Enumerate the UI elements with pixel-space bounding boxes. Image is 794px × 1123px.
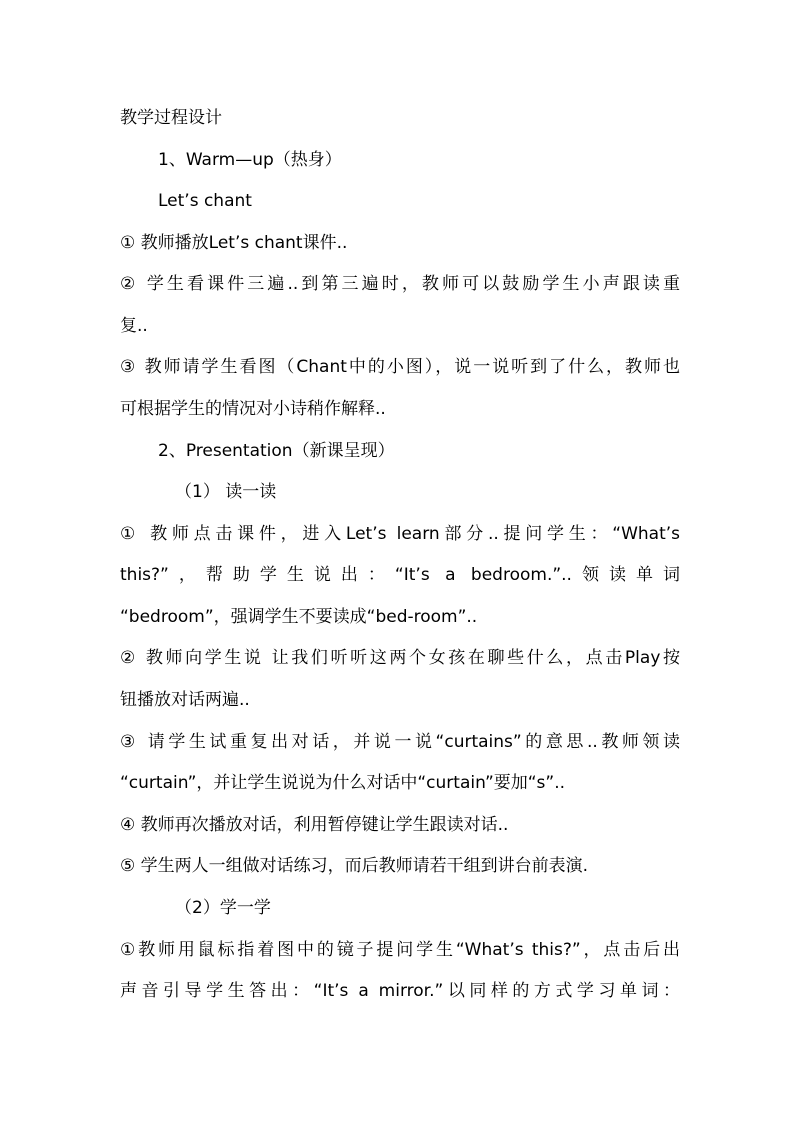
section-1-title: 1、Warm—up（热身） xyxy=(158,150,342,170)
section-2-title: 2、Presentation（新课呈现） xyxy=(158,441,395,461)
subsection-1-title: （1） 读一读 xyxy=(175,482,277,502)
paragraph-line: ① 教师播放Let’s chant课件.. xyxy=(120,233,348,253)
section-1-subtitle: Let’s chant xyxy=(158,191,252,211)
paragraph-line: ①教师用鼠标指着图中的镜子提问学生“What’s this?”，点击后出 xyxy=(120,940,680,960)
paragraph-line: ① 教师点击课件，进入Let’s learn部分..提问学生：“What’s xyxy=(120,524,680,544)
paragraph-line: 复.. xyxy=(120,316,148,336)
paragraph-line: ③ 教师请学生看图（Chant中的小图），说一说听到了什么，教师也 xyxy=(120,357,680,377)
paragraph-line: 钮播放对话两遍.. xyxy=(120,690,250,710)
paragraph-line: 可根据学生的情况对小诗稍作解释.. xyxy=(120,399,386,419)
paragraph-line: “bedroom”，强调学生不要读成“bed-room”.. xyxy=(120,607,478,627)
subsection-2-title: （2）学一学 xyxy=(175,898,271,918)
document-heading: 教学过程设计 xyxy=(120,108,222,128)
paragraph-line: ② 学生看课件三遍..到第三遍时，教师可以鼓励学生小声跟读重 xyxy=(120,274,680,294)
paragraph-line: ⑤ 学生两人一组做对话练习，而后教师请若干组到讲台前表演. xyxy=(120,856,589,876)
paragraph-line: 声音引导学生答出：“It’s a mirror.”以同样的方式学习单词： xyxy=(120,981,680,1001)
paragraph-line: this?”，帮助学生说出：“It’s a bedroom.”..领读单词 xyxy=(120,565,680,585)
paragraph-line: ③ 请学生试重复出对话，并说一说“curtains”的意思..教师领读 xyxy=(120,732,680,752)
paragraph-line: “curtain”，并让学生说说为什么对话中“curtain”要加“s”.. xyxy=(120,773,566,793)
paragraph-line: ④ 教师再次播放对话，利用暂停键让学生跟读对话.. xyxy=(120,815,509,835)
paragraph-line: ② 教师向学生说 让我们听听这两个女孩在聊些什么，点击Play按 xyxy=(120,648,680,668)
